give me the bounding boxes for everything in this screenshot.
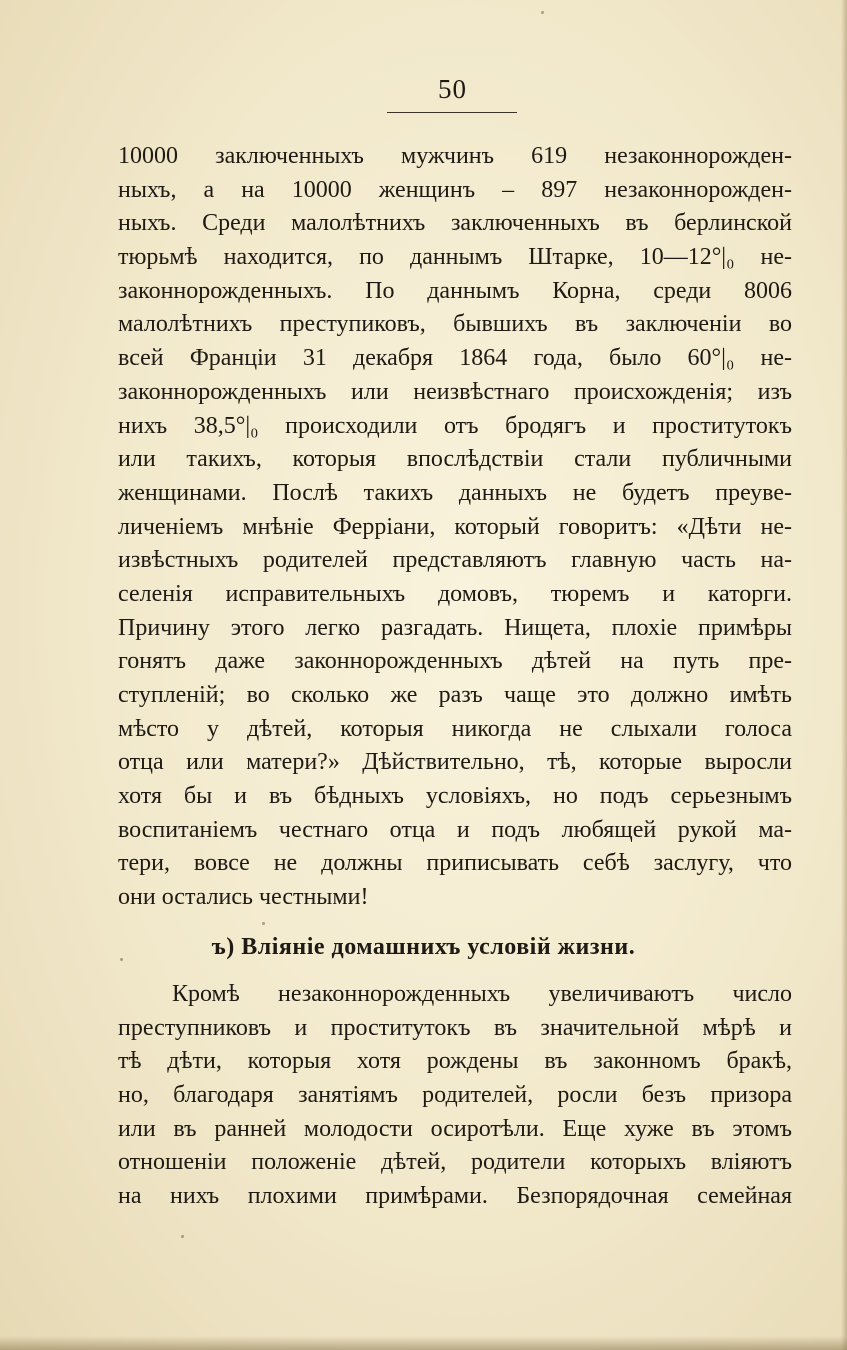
text-line: Кромѣ незаконнорожденныхъ увеличиваютъ число [172, 981, 792, 1007]
text-line: женщинами. Послѣ такихъ данныхъ не будетъ преуве- [118, 479, 792, 506]
text-line: всей Францiи 31 декабря 1864 года, было 60°|₀ не- [118, 345, 792, 372]
text-line: малолѣтнихъ преступиковъ, бывшихъ въ заключенiи во [118, 311, 792, 338]
text-line: тери, вовсе не должны приписывать себѣ заслугу, что [118, 850, 792, 877]
paper-speck [541, 11, 544, 14]
text-line: воспитанiемъ честнаго отца и подъ любящей рукой ма- [118, 816, 792, 843]
text-line: они остались честными! [118, 884, 369, 911]
page-number-rule [387, 112, 517, 113]
text-line: селенiя исправительныхъ домовъ, тюремъ и каторги. [118, 580, 792, 607]
text-line: отношенiи положенiе дѣтей, родители которыхъ влiяютъ [118, 1149, 792, 1176]
text-line: Причину этого легко разгадать. Нищета, плохiе примѣры [118, 614, 792, 641]
text-line: тѣ дѣти, которыя хотя рождены въ законномъ бракѣ, [118, 1048, 792, 1075]
paragraph-domestic-conditions [118, 978, 792, 1214]
text-line: ныхъ. Среди малолѣтнихъ заключенныхъ въ берлинской [118, 210, 792, 237]
text-line: или въ ранней молодости осиротѣли. Еще хуже въ этомъ [118, 1115, 792, 1142]
text-line: мѣсто у дѣтей, которыя никогда не слыхали голоса [118, 715, 792, 742]
paper-speck [181, 1235, 184, 1238]
page-number: 50 [438, 74, 467, 104]
text-line: или такихъ, которыя впослѣдствiи стали публичными [118, 446, 792, 473]
text-line: но, благодаря занятiямъ родителей, росли безъ призора [118, 1082, 792, 1109]
text-line: ныхъ, а на 10000 женщинъ – 897 незаконнорожден- [118, 176, 792, 203]
page-edge-shadow-bottom [0, 1336, 847, 1350]
paper-speck [262, 922, 265, 925]
text-line: личенiемъ мнѣнiе Ферріани, который говоритъ: «Дѣти не- [118, 513, 792, 540]
text-line: извѣстныхъ родителей представляютъ главную часть на- [118, 547, 792, 574]
text-line: 10000 заключенныхъ мужчинъ 619 незаконнорожден- [118, 143, 792, 169]
text-line: нихъ 38,5°|₀ происходили отъ бродягъ и проститутокъ [118, 412, 792, 439]
text-line: отца или матери?» Дѣйствительно, тѣ, которые выросли [118, 749, 792, 776]
section-heading: ъ) Влiянiе домашнихъ условiй жизни. [211, 934, 636, 960]
text-line: хотя бы и въ бѣдныхъ условiяхъ, но подъ серьезнымъ [118, 783, 792, 810]
paragraph-illegitimate-children [118, 140, 792, 915]
text-line: на нихъ плохими примѣрами. Безпорядочная семейная [118, 1183, 792, 1210]
text-line: законнорожденныхъ или неизвѣстнаго происхожденiя; изъ [118, 378, 792, 405]
text-line: гонятъ даже законнорожденныхъ дѣтей на путь пре- [118, 648, 792, 675]
text-line: тюрьмѣ находится, по даннымъ Штарке, 10—12°|₀ не- [118, 244, 792, 271]
page-edge-shadow-right [841, 0, 847, 1350]
text-line: законнорожденныхъ. По даннымъ Корна, среди 8006 [118, 277, 792, 304]
text-line: преступниковъ и проститутокъ въ значительной мѣрѣ и [118, 1014, 792, 1041]
paper-speck [120, 958, 123, 961]
text-line: ступленiй; во сколько же разъ чаще это должно имѣть [118, 682, 792, 708]
